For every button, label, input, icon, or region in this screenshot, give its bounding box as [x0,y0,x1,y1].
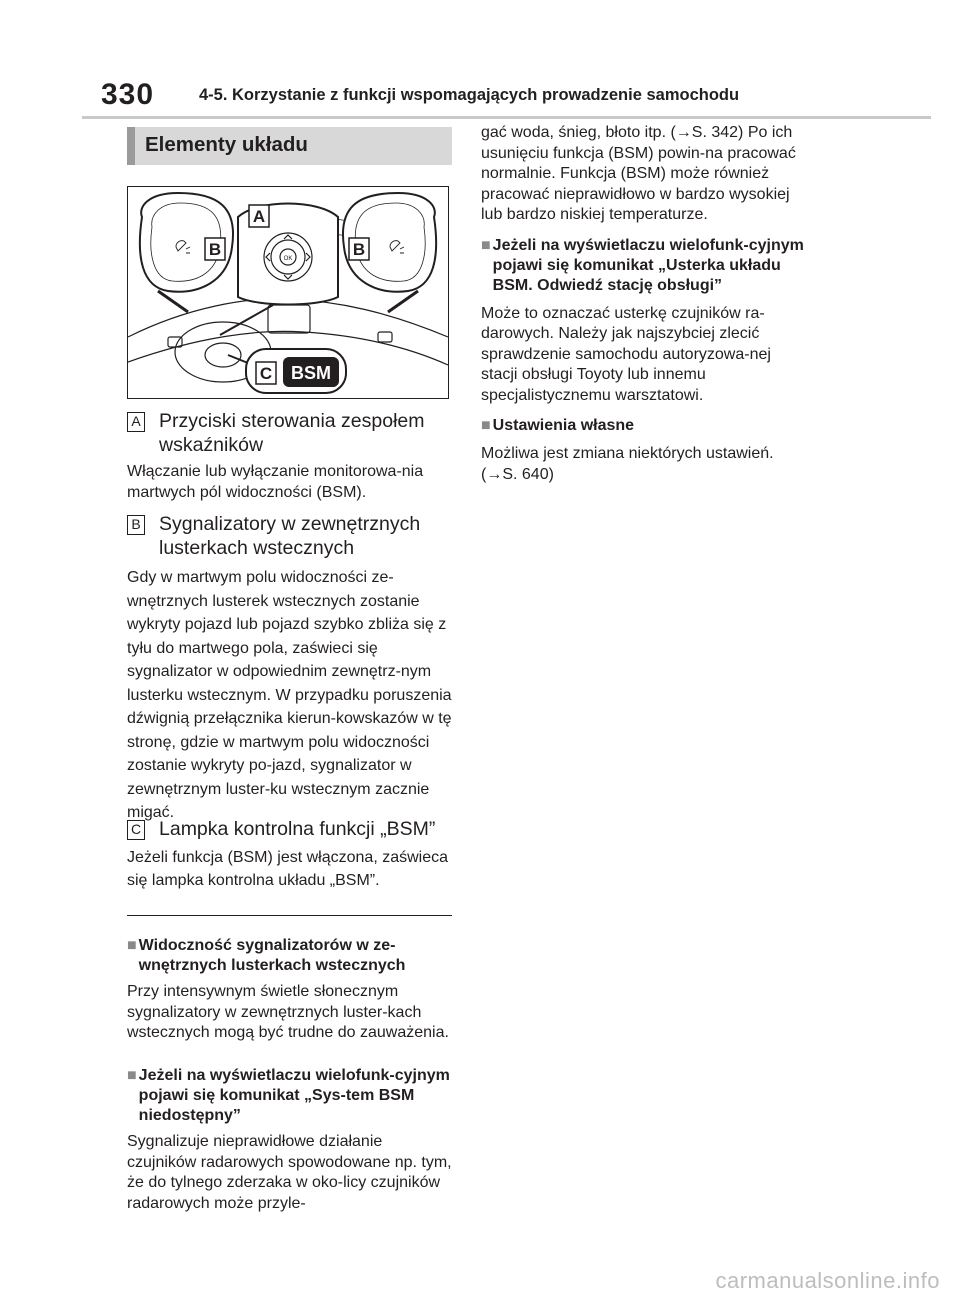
key-a-box: A [127,412,145,432]
item-a-text: Włączanie lub wyłączanie monitorowa-nia martwych pól widoczności (BSM). [127,463,424,501]
label-c: C [259,364,273,383]
note-settings-text: Możliwa jest zmiana niektórych ustawień. (→S. 640) [481,445,774,483]
right-mirror-arm [388,291,418,312]
label-b-left: B [208,240,222,259]
page-number: 330 [101,78,155,111]
notes-divider [127,915,452,916]
bullet-square-icon: ■ [127,1067,137,1084]
note-malfunction-heading: Jeżeli na wyświetlaczu wielofunk-cyjnym pojawi się komunikat „Usterka układu BSM. Odwiedź stację obsługi” [492,236,804,294]
note-unavailable-heading-row [127,1066,452,1126]
bullet-square-icon: ■ [127,937,137,954]
note-malfunction-text: Może to oznaczać usterkę czujników ra-darowych. Należy jak najszybciej zlecić sprawdzenie samochodu autoryzowa-nej stacji obsługi Toyoty lub innemu specjalistycznemu warsztatowi. [481,304,771,404]
note-visibility-text: Przy intensywnym świetle słonecznym sygnalizatory w zewnętrznych luster-kach wstecznych mogą być trudne do zauważenia. [127,983,449,1041]
dashboard-illustration [128,187,448,398]
note-unavailable [127,1066,452,1214]
item-c-title: Lampka kontrolna funkcji „BSM” [159,818,436,840]
item-b-title: Sygnalizatory w zewnętrznych lusterkach wstecznych [159,513,421,559]
note-visibility-heading: Widoczność sygnalizatorów w ze-wnętrznych lusterkach wstecznych [138,937,406,974]
note-unavailable-heading: Jeżeli na wyświetlaczu wielofunk-cyjnym pojawi się komunikat „Sys-tem BSM niedostępny” [138,1067,450,1124]
bsm-label: BSM [291,363,331,383]
note-unavailable-text: Sygnalizuje nieprawidłowe działanie czujników radarowych spowodowane np. tym, że do tylnego zderzaka w oko-licy czujników radarowych może przyle- [127,1133,452,1212]
right-column [481,123,811,485]
header-divider [82,116,931,119]
site-watermark: carmanualsonline.info [715,1268,940,1293]
left-mirror-arm [158,291,188,312]
key-c-box: C [127,820,145,840]
chapter-title: 4-5. Korzystanie z funkcji wspomagających prowadzenie samochodu [199,86,740,104]
ok-label: OK [283,256,293,262]
note-visibility [127,936,452,1044]
item-a [127,409,449,457]
center-display [268,305,310,333]
item-c-text: Jeżeli funkcja (BSM) jest włączona, zaświeca się lampka kontrolna układu „BSM”. [127,849,449,889]
note-settings-heading: Ustawienia własne [492,417,635,434]
item-c [127,817,449,841]
steering-hub [205,343,241,367]
leader-line-a [220,305,273,335]
key-b-box: B [127,515,145,535]
item-a-title: Przyciski sterowania zespołem wskaźników [159,410,425,456]
section-title: Elementy układu [145,133,308,156]
label-b-right: B [352,240,366,259]
item-b [127,512,449,560]
label-a: A [252,207,266,226]
dashboard-diagram [127,186,449,399]
bullet-square-icon: ■ [481,417,491,434]
bullet-square-icon: ■ [481,236,491,254]
note-visibility-heading-row [127,936,452,976]
note-malfunction-heading-row [481,236,811,296]
note-malfunction [481,236,811,407]
section-banner [127,127,452,165]
continuation-text: gać woda, śnieg, błoto itp. (→S. 342) Po ich usunięciu funkcja (BSM) powin-na pracować normalnie. Funkcja (BSM) może również pracować nieprawidłowo w bardzo wysokiej lub bardzo niskiej temperaturze. [481,124,796,223]
vent-right [378,332,392,342]
note-settings [481,416,811,485]
note-settings-heading-row [481,416,811,436]
item-b-text: Gdy w martwym polu widoczności ze-wnętrznych lusterek wstecznych zostanie wykryty pojazd lub pojazd szybko zbliża się z tyłu do martwego pola, zaświeci się sygnalizator w odpowiednim zewnętrz-nym lusterku wstecznym. W przypadku poruszenia dźwignią przełącznika kierun-kowskazów w tę stronę, gdzie w martwym polu widoczności zostanie wykryty po-jazd, sygnalizator w zewnętrznym luster-ku wstecznym zacznie migać. [127,569,452,821]
